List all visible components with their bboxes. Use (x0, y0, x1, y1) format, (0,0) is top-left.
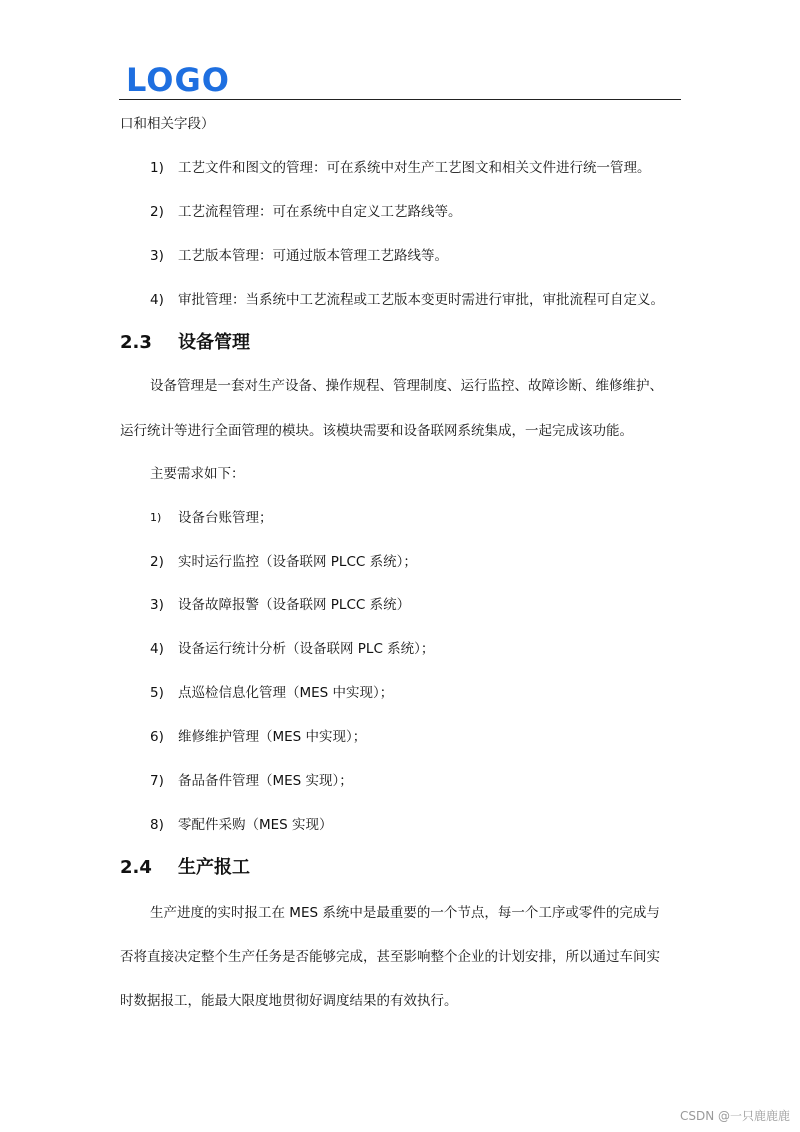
section-title: 生产报工 (178, 857, 250, 878)
list-item-text: 工艺流程管理：可在系统中自定义工艺路线等。 (178, 204, 462, 220)
section-number: 2.3 (120, 332, 152, 353)
header-divider (119, 99, 681, 100)
list-item-number: 6) (150, 729, 164, 745)
list-item-text: 零配件采购（MES 实现） (178, 817, 333, 833)
list-item-number: 5) (150, 685, 164, 701)
list-item-text: 实时运行监控（设备联网 PLCC 系统）； (178, 554, 417, 570)
section-number: 2.4 (120, 857, 152, 878)
paragraph-line: 生产进度的实时报工在 MES 系统中是最重要的一个节点，每一个工序或零件的完成与 (150, 905, 660, 921)
requirements-intro: 主要需求如下： (150, 466, 245, 482)
list-item-text: 备品备件管理（MES 实现）； (178, 773, 353, 789)
list-item-text: 工艺文件和图文的管理：可在系统中对生产工艺图文和相关文件进行统一管理。 (178, 160, 651, 176)
list-item-number: 3) (150, 597, 164, 613)
list-item-number: 1) (150, 511, 162, 524)
paragraph-line: 否将直接决定整个生产任务是否能够完成，甚至影响整个企业的计划安排，所以通过车间实 (120, 949, 660, 965)
section-title: 设备管理 (178, 332, 250, 353)
list-item-text: 维修维护管理（MES 中实现）； (178, 729, 367, 745)
list-item-number: 4) (150, 641, 164, 657)
list-item-text: 设备故障报警（设备联网 PLCC 系统） (178, 597, 411, 613)
list-item-number: 2) (150, 554, 164, 570)
list-item-number: 8) (150, 817, 164, 833)
intro-line: 口和相关字段） (120, 116, 215, 132)
paragraph-line: 运行统计等进行全面管理的模块。该模块需要和设备联网系统集成，一起完成该功能。 (120, 423, 633, 439)
list-item-number: 4) (150, 292, 164, 308)
list-item-number: 3) (150, 248, 164, 264)
list-item-text: 审批管理：当系统中工艺流程或工艺版本变更时需进行审批，审批流程可自定义。 (178, 292, 664, 308)
list-item-text: 点巡检信息化管理（MES 中实现）； (178, 685, 394, 701)
paragraph-line: 时数据报工，能最大限度地贯彻好调度结果的有效执行。 (120, 993, 458, 1009)
list-item-text: 设备运行统计分析（设备联网 PLC 系统）； (178, 641, 435, 657)
watermark: CSDN @一只鹿鹿鹿 (679, 1109, 790, 1123)
list-item-number: 1) (150, 160, 164, 176)
paragraph-line: 设备管理是一套对生产设备、操作规程、管理制度、运行监控、故障诊断、维修维护、 (150, 378, 663, 394)
list-item-text: 设备台账管理； (178, 510, 273, 526)
list-item-text: 工艺版本管理：可通过版本管理工艺路线等。 (178, 248, 448, 264)
list-item-number: 7) (150, 773, 164, 789)
logo: LOGO (126, 61, 230, 99)
list-item-number: 2) (150, 204, 164, 220)
